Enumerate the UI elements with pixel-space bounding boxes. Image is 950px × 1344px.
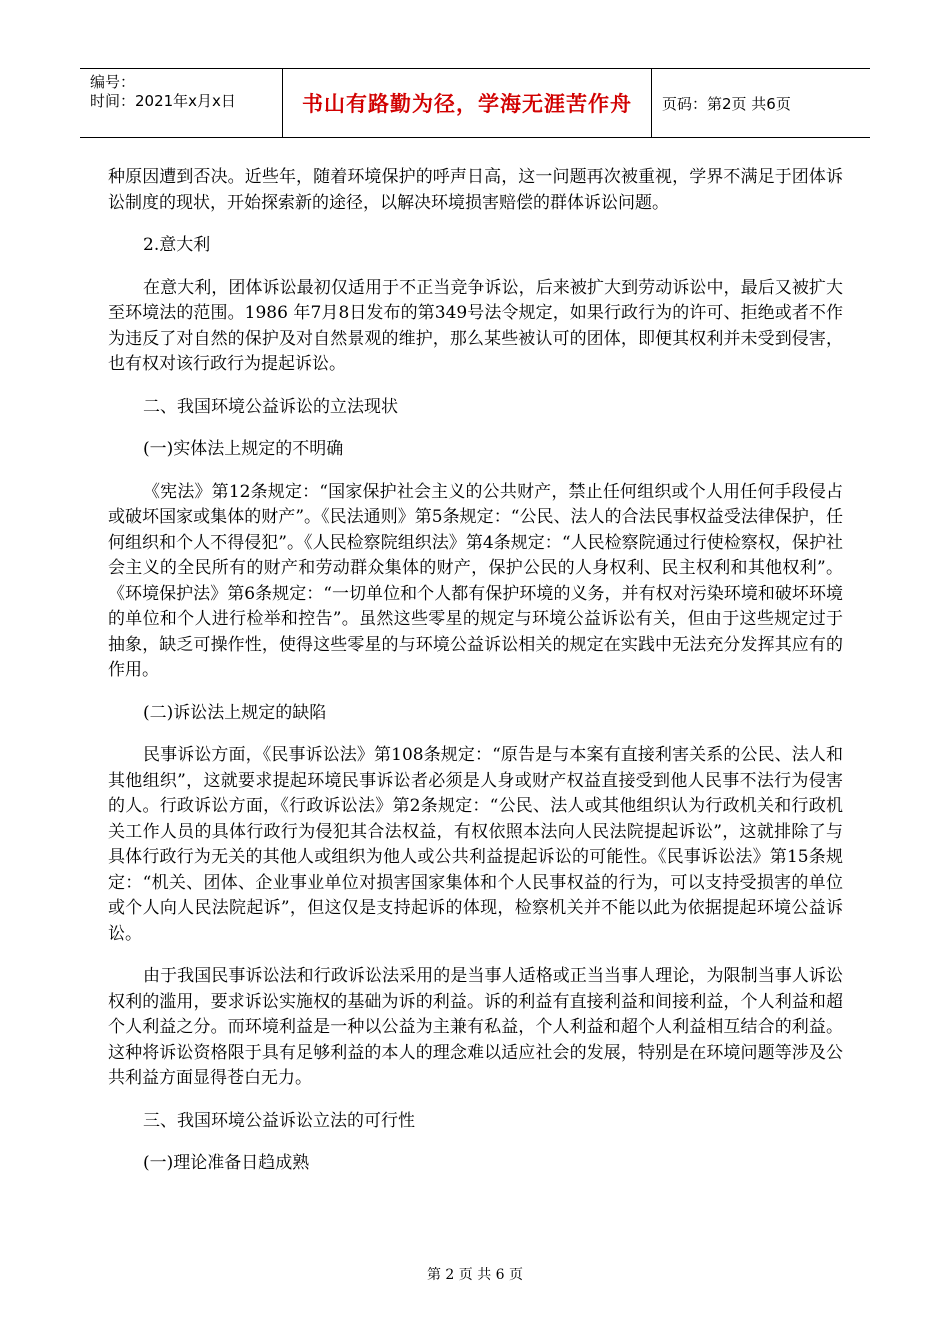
paragraph-standing-theory: 由于我国民事诉讼法和行政诉讼法采用的是当事人适格或正当当事人理论，为限制当事人诉讼权利的滥用，要求诉讼实施权的基础为诉的利益。诉的利益有直接利益和间接利益，个人利益和超个人利益之分。而环境利益是一种以公益为主兼有私益，个人利益和超个人利益相互结合的利益。这种将诉讼资格限于具有足够利益的本人的理念难以适应社会的发展，特别是在环境问题等涉及公共利益方面显得苍白无力。	[108, 966, 843, 1088]
section-heading-feasibility: 三、我国环境公益诉讼立法的可行性	[143, 1110, 415, 1131]
paragraph-substantive-law: 《宪法》第12条规定：“国家保护社会主义的公共财产，禁止任何组织或个人用任何手段侵占或破坏国家或集体的财产”。《民法通则》第5条规定：“公民、法人的合法民事权益受法律保护，任何组织和个人不得侵犯”。《人民检察院组织法》第4条规定：“人民检察院通过行使检察权，保护社会主义的全民所有的财产和劳动群众集体的财产，保护公民的人身权利、民主权利和其他权利”。《环境保护法》第6条规定：“一切单位和个人都有保护环境的义务，并有权对污染环境和破坏环境的单位和个人进行检举和控告”。虽然这些零星的规定与环境公益诉讼有关，但由于这些规定过于抽象，缺乏可操作性，使得这些零星的与环境公益诉讼相关的规定在实践中无法充分发挥其应有的作用。	[108, 481, 843, 680]
subsection-heading-theory: (一)理论准备日趋成熟	[143, 1153, 310, 1173]
header-page-info-cell	[652, 69, 870, 137]
section-heading-italy: 2.意大利	[143, 235, 211, 255]
footer-page-number: 第 2 页 共 6 页	[426, 1267, 524, 1283]
page-header	[80, 68, 870, 138]
header-meta	[80, 69, 282, 137]
paragraph-italy: 在意大利，团体诉讼最初仅适用于不正当竞争诉讼，后来被扩大到劳动诉讼中，最后又被扩大至环境法的范围。1986 年7月8日发布的第349号法令规定，如果行政行为的许可、拒绝或者不作为违反了对自然的保护及对自然景观的维护，那么某些被认可的团体，即便其权利并未受到侵害，也有权对该行政行为提起诉讼。	[108, 277, 843, 374]
header-motto-cell	[282, 69, 652, 137]
section-heading-legislation-status: 二、我国环境公益诉讼的立法现状	[143, 396, 398, 417]
document-body	[108, 165, 843, 1194]
page-footer	[0, 1264, 950, 1284]
header-page-info: 页码：第2页 共6页	[662, 94, 791, 113]
subsection-heading-procedural-law: (二)诉讼法上规定的缺陷	[143, 702, 327, 723]
paragraph-procedural-law: 民事诉讼方面，《民事诉讼法》第108条规定：“原告是与本案有直接利害关系的公民、法人和其他组织”，这就要求提起环境民事诉讼者必须是人身或财产权益直接受到他人民事不法行为侵害的人。行政诉讼方面，《行政诉讼法》第2条规定：“公民、法人或其他组织认为行政机关和行政机关工作人员的具体行政行为侵犯其合法权益，有权依照本法向人民法院提起诉讼”，这就排除了与具体行政行为无关的其他人或组织为他人或公共利益提起诉讼的可能性。《民事诉讼法》第15条规定：“机关、团体、企业事业单位对损害国家集体和个人民事权益的行为，可以支持受损害的单位或个人向人民法院起诉”，但这仅是支持起诉的体现，检察机关并不能以此为依据提起环境公益诉讼。	[108, 745, 843, 944]
document-number-label: 编号：	[90, 73, 136, 91]
header-motto: 书山有路勤为径，学海无涯苦作舟	[302, 92, 632, 116]
document-time-label: 时间：2021年x月x日	[90, 92, 236, 110]
paragraph-continued: 种原因遭到否决。近些年，随着环境保护的呼声日高，这一问题再次被重视，学界不满足于团体诉讼制度的现状，开始探索新的途径，以解决环境损害赔偿的群体诉讼问题。	[108, 167, 843, 213]
subsection-heading-substantive-law: (一)实体法上规定的不明确	[143, 439, 344, 459]
